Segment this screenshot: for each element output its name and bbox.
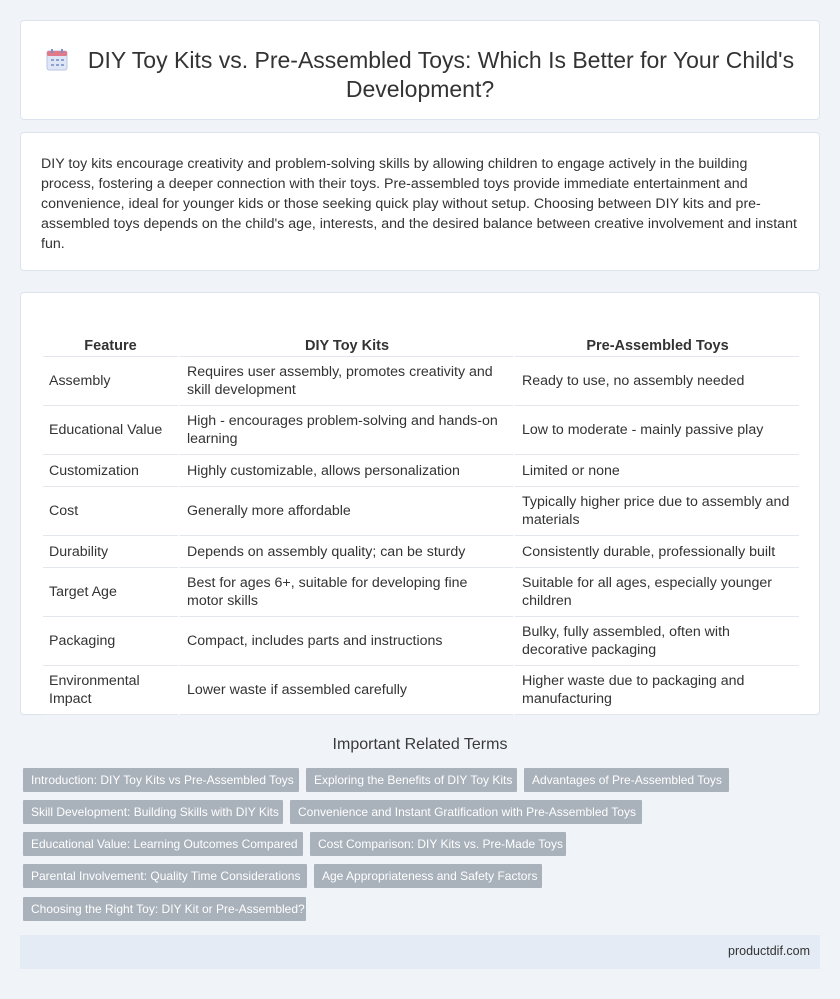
- table-row: [43, 455, 799, 487]
- comparison-table: [43, 313, 799, 715]
- table-row: [43, 666, 799, 715]
- diy-cell: High - encourages problem-solving and hands-on learning: [178, 406, 513, 455]
- related-term-tag[interactable]: Convenience and Instant Gratification with Pre-Assembled Toys: [290, 800, 642, 824]
- table-row: [43, 487, 799, 536]
- header-feature: Feature: [43, 313, 178, 357]
- footer-site-link[interactable]: productdif.com: [728, 944, 810, 958]
- table-header-row: [43, 313, 799, 357]
- related-term-tag[interactable]: Exploring the Benefits of DIY Toy Kits: [306, 768, 517, 792]
- feature-cell: Packaging: [43, 617, 178, 666]
- diy-cell: Compact, includes parts and instructions: [178, 617, 513, 666]
- diy-cell: Highly customizable, allows personalization: [178, 455, 513, 487]
- preassembled-cell: Typically higher price due to assembly and materials: [513, 487, 799, 536]
- intro-card: [20, 132, 820, 271]
- table-row: [43, 617, 799, 666]
- table-row: [43, 536, 799, 568]
- feature-cell: Durability: [43, 536, 178, 568]
- header-pre-assembled-toys: Pre-Assembled Toys: [513, 313, 799, 357]
- comparison-card: [20, 292, 820, 715]
- preassembled-cell: Low to moderate - mainly passive play: [513, 406, 799, 455]
- feature-cell: Educational Value: [43, 406, 178, 455]
- related-term-tag[interactable]: Advantages of Pre-Assembled Toys: [524, 768, 729, 792]
- diy-cell: Best for ages 6+, suitable for developing fine motor skills: [178, 568, 513, 617]
- preassembled-cell: Higher waste due to packaging and manufacturing: [513, 666, 799, 715]
- related-terms-title: Important Related Terms: [332, 736, 508, 753]
- preassembled-cell: Ready to use, no assembly needed: [513, 357, 799, 406]
- related-term-tag[interactable]: Cost Comparison: DIY Kits vs. Pre-Made Toys: [310, 832, 566, 856]
- related-term-tag[interactable]: Age Appropriateness and Safety Factors: [314, 864, 542, 888]
- related-term-tag[interactable]: Choosing the Right Toy: DIY Kit or Pre-Assembled?: [23, 897, 306, 921]
- diy-cell: Generally more affordable: [178, 487, 513, 536]
- feature-cell: Customization: [43, 455, 178, 487]
- diy-cell: Lower waste if assembled carefully: [178, 666, 513, 715]
- preassembled-cell: Limited or none: [513, 455, 799, 487]
- feature-cell: Environmental Impact: [43, 666, 178, 715]
- page-title: [21, 46, 819, 104]
- feature-cell: Cost: [43, 487, 178, 536]
- intro-paragraph: DIY toy kits encourage creativity and problem-solving skills by allowing children to engage actively in the building process, fostering a deeper connection with their toys. Pre-assembled toys provide immediate entertainment and convenience, ideal for younger kids or those seeking quick play without setup. Choosing between DIY kits and pre-assembled toys depends on the child's age, interests, and the desired balance between creative involvement and instant fun.: [41, 156, 797, 252]
- page-title-text: DIY Toy Kits vs. Pre-Assembled Toys: Which Is Better for Your Child's Development?: [87, 47, 795, 102]
- related-term-tag[interactable]: Introduction: DIY Toy Kits vs Pre-Assembled Toys: [23, 768, 299, 792]
- preassembled-cell: Bulky, fully assembled, often with decorative packaging: [513, 617, 799, 666]
- preassembled-cell: Consistently durable, professionally built: [513, 536, 799, 568]
- feature-cell: Target Age: [43, 568, 178, 617]
- related-term-tag[interactable]: Skill Development: Building Skills with DIY Kits: [23, 800, 283, 824]
- header-diy-toy-kits: DIY Toy Kits: [178, 313, 513, 357]
- table-row: [43, 568, 799, 617]
- table-row: [43, 357, 799, 406]
- diy-cell: Requires user assembly, promotes creativity and skill development: [178, 357, 513, 406]
- calendar-icon: [46, 49, 68, 71]
- table-row: [43, 406, 799, 455]
- diy-cell: Depends on assembly quality; can be sturdy: [178, 536, 513, 568]
- title-card: [20, 20, 820, 120]
- preassembled-cell: Suitable for all ages, especially younger children: [513, 568, 799, 617]
- related-term-tag[interactable]: Educational Value: Learning Outcomes Compared: [23, 832, 303, 856]
- footer: [20, 935, 820, 969]
- feature-cell: Assembly: [43, 357, 178, 406]
- related-term-tag[interactable]: Parental Involvement: Quality Time Considerations: [23, 864, 307, 888]
